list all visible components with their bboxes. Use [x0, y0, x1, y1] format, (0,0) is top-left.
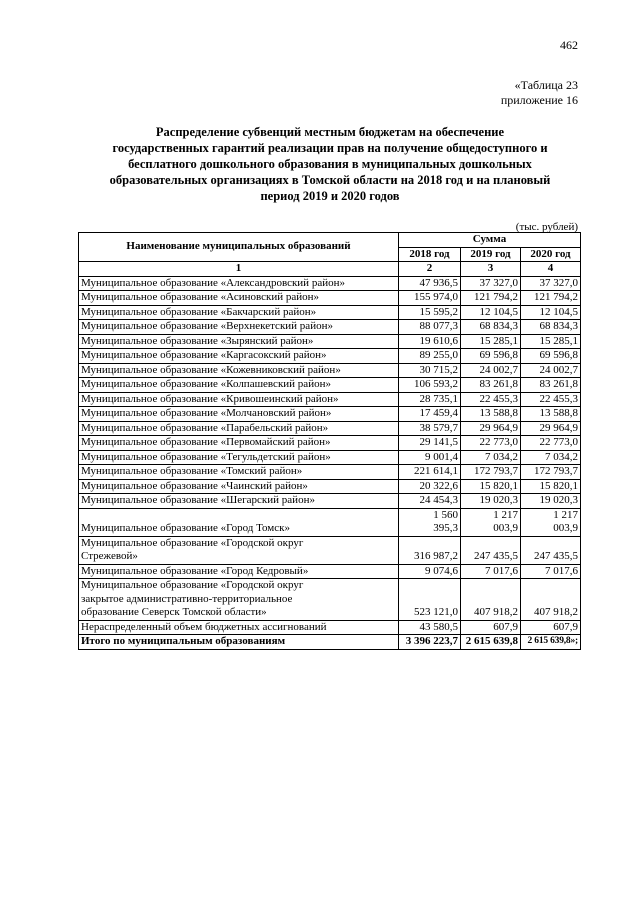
- table-row: [79, 392, 581, 407]
- column-number: 4: [521, 262, 581, 277]
- table-row: [79, 494, 581, 509]
- table-row: [79, 363, 581, 378]
- value-2018: 29 141,5: [399, 436, 461, 451]
- row-name: Муниципальное образование «Зырянский район»: [79, 334, 399, 349]
- column-number: 3: [461, 262, 521, 277]
- value-2020: 15 820,1: [521, 479, 581, 494]
- value-2018: 28 735,1: [399, 392, 461, 407]
- row-name: Муниципальное образование «Городской округ закрытое административно-территориальное образование Северск Томской области»: [79, 579, 399, 621]
- table-row: [79, 479, 581, 494]
- total-label: Итого по муниципальным образованиям: [79, 635, 399, 650]
- row-name: Муниципальное образование «Тегульдетский район»: [79, 450, 399, 465]
- total-2019: 2 615 639,8: [461, 635, 521, 650]
- value-2019: 247 435,5: [461, 536, 521, 564]
- value-2018: 88 077,3: [399, 320, 461, 335]
- value-2019: 607,9: [461, 620, 521, 635]
- table-row: [79, 620, 581, 635]
- table-header-row: [79, 233, 581, 248]
- appendix-table-ref: «Таблица 23: [514, 78, 578, 92]
- value-2020: 69 596,8: [521, 349, 581, 364]
- value-2020: 29 964,9: [521, 421, 581, 436]
- value-2020: 22 773,0: [521, 436, 581, 451]
- row-name: Муниципальное образование «Томский район»: [79, 465, 399, 480]
- row-name: Муниципальное образование «Колпашевский район»: [79, 378, 399, 393]
- value-2020: 68 834,3: [521, 320, 581, 335]
- value-2018: 15 595,2: [399, 305, 461, 320]
- subsidy-table: [78, 232, 581, 650]
- title-line: Распределение субвенций местным бюджетам на обеспечение: [155, 125, 505, 139]
- title-line: бесплатного дошкольного образования в муниципальных дошкольных: [128, 157, 532, 171]
- value-2019: 121 794,2: [461, 291, 521, 306]
- value-2018: 155 974,0: [399, 291, 461, 306]
- value-2020: 19 020,3: [521, 494, 581, 509]
- value-2020: 24 002,7: [521, 363, 581, 378]
- value-2019: 7 017,6: [461, 564, 521, 579]
- value-2019: 19 020,3: [461, 494, 521, 509]
- value-2020: 15 285,1: [521, 334, 581, 349]
- row-name: Муниципальное образование «Асиновский район»: [79, 291, 399, 306]
- page-number: 462: [560, 38, 578, 52]
- title-line: период 2019 и 2020 годов: [260, 189, 400, 203]
- table-row: [79, 436, 581, 451]
- value-2020: 172 793,7: [521, 465, 581, 480]
- value-2019: 68 834,3: [461, 320, 521, 335]
- title-line: государственных гарантий реализации прав на получение общедоступного и: [112, 141, 548, 155]
- value-2018: 89 255,0: [399, 349, 461, 364]
- value-2018: 1 560 395,3: [399, 508, 461, 536]
- value-2020: 83 261,8: [521, 378, 581, 393]
- row-name: Муниципальное образование «Кожевниковский район»: [79, 363, 399, 378]
- total-row: [79, 635, 581, 650]
- header-year-2019: 2019 год: [461, 247, 521, 262]
- value-2019: 407 918,2: [461, 579, 521, 621]
- value-2018: 523 121,0: [399, 579, 461, 621]
- row-name: Муниципальное образование «Кривошеинский район»: [79, 392, 399, 407]
- value-2020: 607,9: [521, 620, 581, 635]
- table-row: [79, 305, 581, 320]
- row-name: Муниципальное образование «Город Томск»: [79, 508, 399, 536]
- value-2020: 1 217 003,9: [521, 508, 581, 536]
- row-name: Муниципальное образование «Парабельский район»: [79, 421, 399, 436]
- value-2020: 12 104,5: [521, 305, 581, 320]
- total-2020: 2 615 639,8»;: [521, 635, 581, 650]
- value-2018: 9 074,6: [399, 564, 461, 579]
- value-2019: 1 217 003,9: [461, 508, 521, 536]
- value-2018: 316 987,2: [399, 536, 461, 564]
- table-row: [79, 536, 581, 564]
- table-row: [79, 564, 581, 579]
- table-row: [79, 349, 581, 364]
- value-2019: 13 588,8: [461, 407, 521, 422]
- row-name: Муниципальное образование «Чаинский район»: [79, 479, 399, 494]
- value-2019: 15 285,1: [461, 334, 521, 349]
- row-name: Муниципальное образование «Верхнекетский район»: [79, 320, 399, 335]
- value-2019: 15 820,1: [461, 479, 521, 494]
- value-2018: 47 936,5: [399, 276, 461, 291]
- row-name: Муниципальное образование «Молчановский район»: [79, 407, 399, 422]
- table-row: [79, 465, 581, 480]
- value-2018: 9 001,4: [399, 450, 461, 465]
- value-2019: 22 455,3: [461, 392, 521, 407]
- value-2020: 7 034,2: [521, 450, 581, 465]
- table-row: [79, 450, 581, 465]
- value-2020: 407 918,2: [521, 579, 581, 621]
- value-2020: 22 455,3: [521, 392, 581, 407]
- row-name: Муниципальное образование «Первомайский район»: [79, 436, 399, 451]
- table-row: [79, 407, 581, 422]
- value-2020: 37 327,0: [521, 276, 581, 291]
- document-title: [80, 124, 580, 204]
- table-row: [79, 508, 581, 536]
- table-row: [79, 421, 581, 436]
- title-line: образовательных организациях в Томской области на 2018 год и на плановый: [109, 173, 551, 187]
- table-row: [79, 334, 581, 349]
- value-2020: 13 588,8: [521, 407, 581, 422]
- column-number: 2: [399, 262, 461, 277]
- table-row: [79, 579, 581, 621]
- table-row: [79, 378, 581, 393]
- row-name: Муниципальное образование «Каргасокский район»: [79, 349, 399, 364]
- value-2018: 24 454,3: [399, 494, 461, 509]
- total-2018: 3 396 223,7: [399, 635, 461, 650]
- value-2018: 20 322,6: [399, 479, 461, 494]
- value-2018: 106 593,2: [399, 378, 461, 393]
- column-number: 1: [79, 262, 399, 277]
- value-2018: 221 614,1: [399, 465, 461, 480]
- value-2020: 121 794,2: [521, 291, 581, 306]
- value-2018: 19 610,6: [399, 334, 461, 349]
- value-2019: 37 327,0: [461, 276, 521, 291]
- appendix-note: [501, 78, 578, 108]
- appendix-ref: приложение 16: [500, 93, 578, 107]
- value-2019: 24 002,7: [461, 363, 521, 378]
- value-2018: 17 459,4: [399, 407, 461, 422]
- row-name: Нераспределенный объем бюджетных ассигнований: [79, 620, 399, 635]
- value-2019: 22 773,0: [461, 436, 521, 451]
- value-2018: 43 580,5: [399, 620, 461, 635]
- row-name: Муниципальное образование «Александровский район»: [79, 276, 399, 291]
- row-name: Муниципальное образование «Городской округ Стрежевой»: [79, 536, 399, 564]
- value-2019: 172 793,7: [461, 465, 521, 480]
- value-2019: 12 104,5: [461, 305, 521, 320]
- value-2020: 7 017,6: [521, 564, 581, 579]
- value-2020: 247 435,5: [521, 536, 581, 564]
- header-sum: Сумма: [399, 233, 581, 248]
- value-2019: 7 034,2: [461, 450, 521, 465]
- units-note: (тыс. рублей): [515, 221, 578, 233]
- row-name: Муниципальное образование «Город Кедровый»: [79, 564, 399, 579]
- header-name: Наименование муниципальных образований: [79, 233, 399, 262]
- row-name: Муниципальное образование «Шегарский район»: [79, 494, 399, 509]
- table-row: [79, 276, 581, 291]
- value-2019: 83 261,8: [461, 378, 521, 393]
- table-row: [79, 291, 581, 306]
- value-2018: 38 579,7: [399, 421, 461, 436]
- value-2018: 30 715,2: [399, 363, 461, 378]
- column-numbers-row: [79, 262, 581, 277]
- header-year-2020: 2020 год: [521, 247, 581, 262]
- header-year-2018: 2018 год: [399, 247, 461, 262]
- value-2019: 69 596,8: [461, 349, 521, 364]
- value-2019: 29 964,9: [461, 421, 521, 436]
- table-row: [79, 320, 581, 335]
- row-name: Муниципальное образование «Бакчарский район»: [79, 305, 399, 320]
